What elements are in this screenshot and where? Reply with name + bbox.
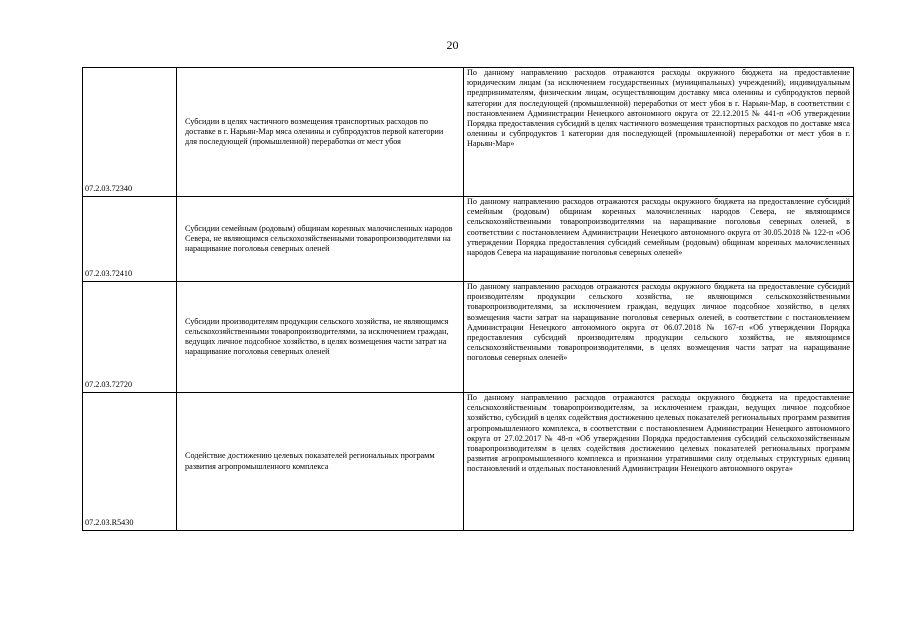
expense-name-cell bbox=[177, 282, 464, 393]
table-row bbox=[83, 282, 854, 393]
expense-name: Субсидии в целях частичного возмещения транспортных расходов по доставке в г. Нарьян-Мар мяса оленины и субпродуктов первой категории для последующей (промышленной) переработки от мест убоя bbox=[185, 116, 444, 147]
expense-description: По данному направлению расходов отражаются расходы окружного бюджета на предоставление субсидий производителям продукции сельского хозяйства, не являющимся сельскохозяйственными товаропроизводителями, за исключением граждан, ведущих личное подсобное хозяйство, в целях возмещения части затрат на наращивание поголовья северных оленей, в соответствии с постановлением Администрации Ненецкого автономного округа от 06.07.2018 № 167-п «Об утверждении Порядка предоставления субсидий производителям продукции сельского хозяйства, не являющимся сельскохозяйственными товаропроизводителями, в целях возмещения части затрат на наращивание поголовья северных оленей» bbox=[467, 282, 850, 363]
expense-name: Субсидии семейным (родовым) общинам коренных малочисленных народов Севера, не являющимся сельскохозяйственными товаропроизводителями на наращивание поголовья северных оленей bbox=[185, 223, 453, 254]
expense-description-cell bbox=[464, 393, 854, 531]
expense-name-cell bbox=[177, 393, 464, 531]
expense-code: 07.2.03.R5430 bbox=[83, 393, 177, 531]
expense-name-cell bbox=[177, 197, 464, 282]
table-row bbox=[83, 197, 854, 282]
expense-code: 07.2.03.72410 bbox=[83, 197, 177, 282]
expense-description: По данному направлению расходов отражаются расходы окружного бюджета на предоставление субсидий семейным (родовым) общинам коренных малочисленных народов Севера, не являющимся сельскохозяйственными товаропроизводителями на наращивание поголовья северных оленей, в соответствии с постановлением Администрации Ненецкого автономного округа от 30.05.2018 № 122-п «Об утверждении Порядка предоставления субсидий семейным (родовым) общинам коренных малочисленных народов Севера на наращивание поголовья северных оленей» bbox=[467, 197, 850, 258]
expense-description: По данному направлению расходов отражаются расходы окружного бюджета на предоставление сельскохозяйственным товаропроизводителям, за исключением граждан, ведущих личное подсобное хозяйство, субсидий в целях содействия достижению целевых показателей региональных программ развития агропромышленного комплекса, в соответствии с постановлением Администрации Ненецкого автономного округа от 27.02.2017 № 48-п «Об утверждении Порядка предоставления субсидий сельскохозяйственным товаропроизводителям в целях содействия достижению целевых показателей региональных программ развития агропромышленного комплекса и признании утратившими силу отдельных структурных единиц постановлений и отдельных постановлений Администрации Ненецкого автономного округа» bbox=[467, 393, 850, 474]
budget-classification-table bbox=[82, 67, 854, 531]
expense-description-cell bbox=[464, 68, 854, 197]
expense-description-cell bbox=[464, 282, 854, 393]
table-row bbox=[83, 68, 854, 197]
expense-code: 07.2.03.72720 bbox=[83, 282, 177, 393]
expense-code: 07.2.03.72340 bbox=[83, 68, 177, 197]
expense-description-cell bbox=[464, 197, 854, 282]
table-row bbox=[83, 393, 854, 531]
page-number: 20 bbox=[446, 38, 459, 52]
expense-name-cell bbox=[177, 68, 464, 197]
expense-name: Содействие достижению целевых показателей региональных программ развития агропромышленного комплекса bbox=[185, 451, 435, 471]
expense-name: Субсидии производителям продукции сельского хозяйства, не являющимся сельскохозяйственными товаропроизводителями, за исключением граждан, ведущих личное подсобное хозяйство, в целях возмещения части затрат на наращивание поголовья северных оленей bbox=[185, 316, 449, 357]
expense-description: По данному направлению расходов отражаются расходы окружного бюджета на предоставление юридическим лицам (за исключением государственных (муниципальных) учреждений), индивидуальным предпринимателям, физическим лицам, осуществляющим доставку мяса оленины и субпродуктов первой категории для последующей (промышленной) переработки от мест убоя в г. Нарьян-Мар, в соответствии с постановлением Администрации Ненецкого автономного округа от 22.12.2015 № 441-п «Об утверждении Порядка предоставления субсидий в целях частичного возмещения транспортных расходов по доставке мяса оленины и субпродуктов 1 категории для последующей (промышленной) переработки от мест убоя в г. Нарьян-Мар» bbox=[467, 68, 850, 149]
